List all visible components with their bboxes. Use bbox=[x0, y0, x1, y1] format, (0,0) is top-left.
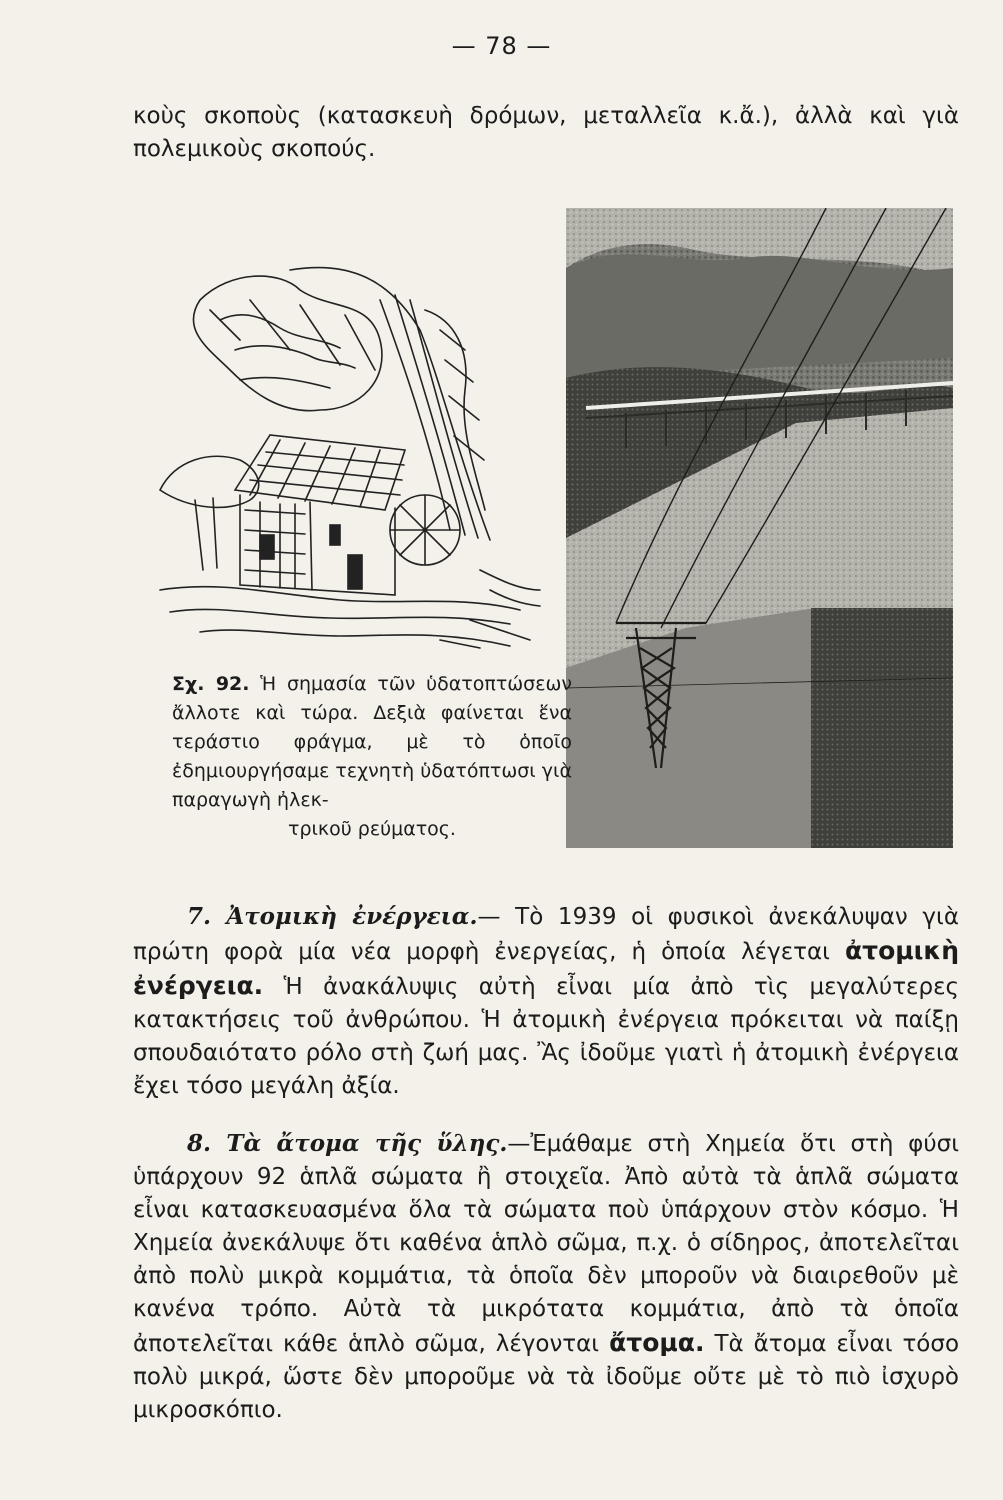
figure-caption-text: Ἡ σημασία τῶν ὑδατοπτώσεων ἄλλοτε καὶ τώρα. Δεξιὰ φαίνεται ἕνα τεράστιο φράγμα, μὲ τὸ ὁποῖο ἐδημιουργήσαμε τεχνητὴ ὑδατόπτωσι γιὰ παραγωγὴ ἠλεκ- bbox=[172, 673, 572, 811]
dam-photograph bbox=[566, 208, 953, 848]
figure-caption-last-line: τρικοῦ ρεύματος. bbox=[288, 818, 456, 840]
page-number: — 78 — bbox=[451, 32, 552, 60]
section-7-text-b: Ἡ ἀνακάλυψις αὐτὴ εἶναι μία ἀπὸ τὶς μεγαλύτερες κατακτήσεις τοῦ ἀνθρώπου. Ἡ ἀτομικὴ ἐνέργεια πρόκειται νὰ παίξῃ σπουδαιότατο ρόλο στὴ ζωή μας. Ἂς ἰδοῦμε γιατὶ ἡ ἀτομικὴ ἐνέργεια ἔχει τόσο μεγάλη ἀξία. bbox=[133, 974, 960, 1099]
section-8-paragraph bbox=[133, 1127, 959, 1427]
intro-paragraph: κοὺς σκοποὺς (κατασκευὴ δρόμων, μεταλλεῖα κ.ἄ.), ἀλλὰ καὶ γιὰ πολεμικοὺς σκοπούς. bbox=[133, 103, 959, 162]
section-8-text-a: —Ἐμάθαμε στὴ Χημεία ὅτι στὴ φύσι ὑπάρχουν 92 ἁπλᾶ σώματα ἢ στοιχεῖα. Ἀπὸ αὐτὰ τὰ ἁπλᾶ σώματα εἶναι κατασκευασμένα ὅλα τὰ σώματα ποὺ ὑπάρχουν στὸν κόσμο. Ἡ Χημεία ἀνεκάλυψε ὅτι καθένα ἁπλὸ σῶμα, π.χ. ὁ σίδηρος, ἀποτελεῖται ἀπὸ πολὺ μικρὰ κομμάτια, τὰ ὁποῖα δὲν μποροῦν νὰ διαιρεθοῦν μὲ κανένα τρόπο. Αὐτὰ τὰ μικρότατα κομμάτια, ἀπὸ τὰ ὁποῖα ἀποτελεῖται κάθε ἁπλὸ σῶμα, λέγονται bbox=[133, 1131, 959, 1357]
watermill-sketch bbox=[140, 240, 560, 660]
section-8-heading: 8. Τὰ ἄτομα τῆς ὕλης. bbox=[187, 1130, 508, 1157]
section-8-term: ἄτομα. bbox=[609, 1328, 705, 1357]
section-7-paragraph bbox=[133, 900, 959, 1103]
section-8-text-b: Τὰ ἄτομα εἶναι τόσο πολὺ μικρά, ὥστε δὲν μποροῦμε νὰ τὰ ἰδοῦμε οὔτε μὲ τὸ πιὸ ἰσχυρὸ μικροσκόπιο. bbox=[133, 1331, 960, 1423]
section-7-heading: 7. Ἀτομικὴ ἐνέργεια. bbox=[187, 903, 478, 930]
section-7-term: ἀτομικὴ ἐνέργεια. bbox=[133, 936, 959, 1000]
figure-label: Σχ. 92. bbox=[172, 673, 250, 695]
figure-caption bbox=[172, 670, 572, 844]
section-7-text-a: — Τὸ 1939 οἱ φυσικοὶ ἀνεκάλυψαν γιὰ πρώτη φορὰ μία νέα μορφὴ ἐνεργείας, ἡ ὁποία λέγεται bbox=[133, 904, 959, 965]
